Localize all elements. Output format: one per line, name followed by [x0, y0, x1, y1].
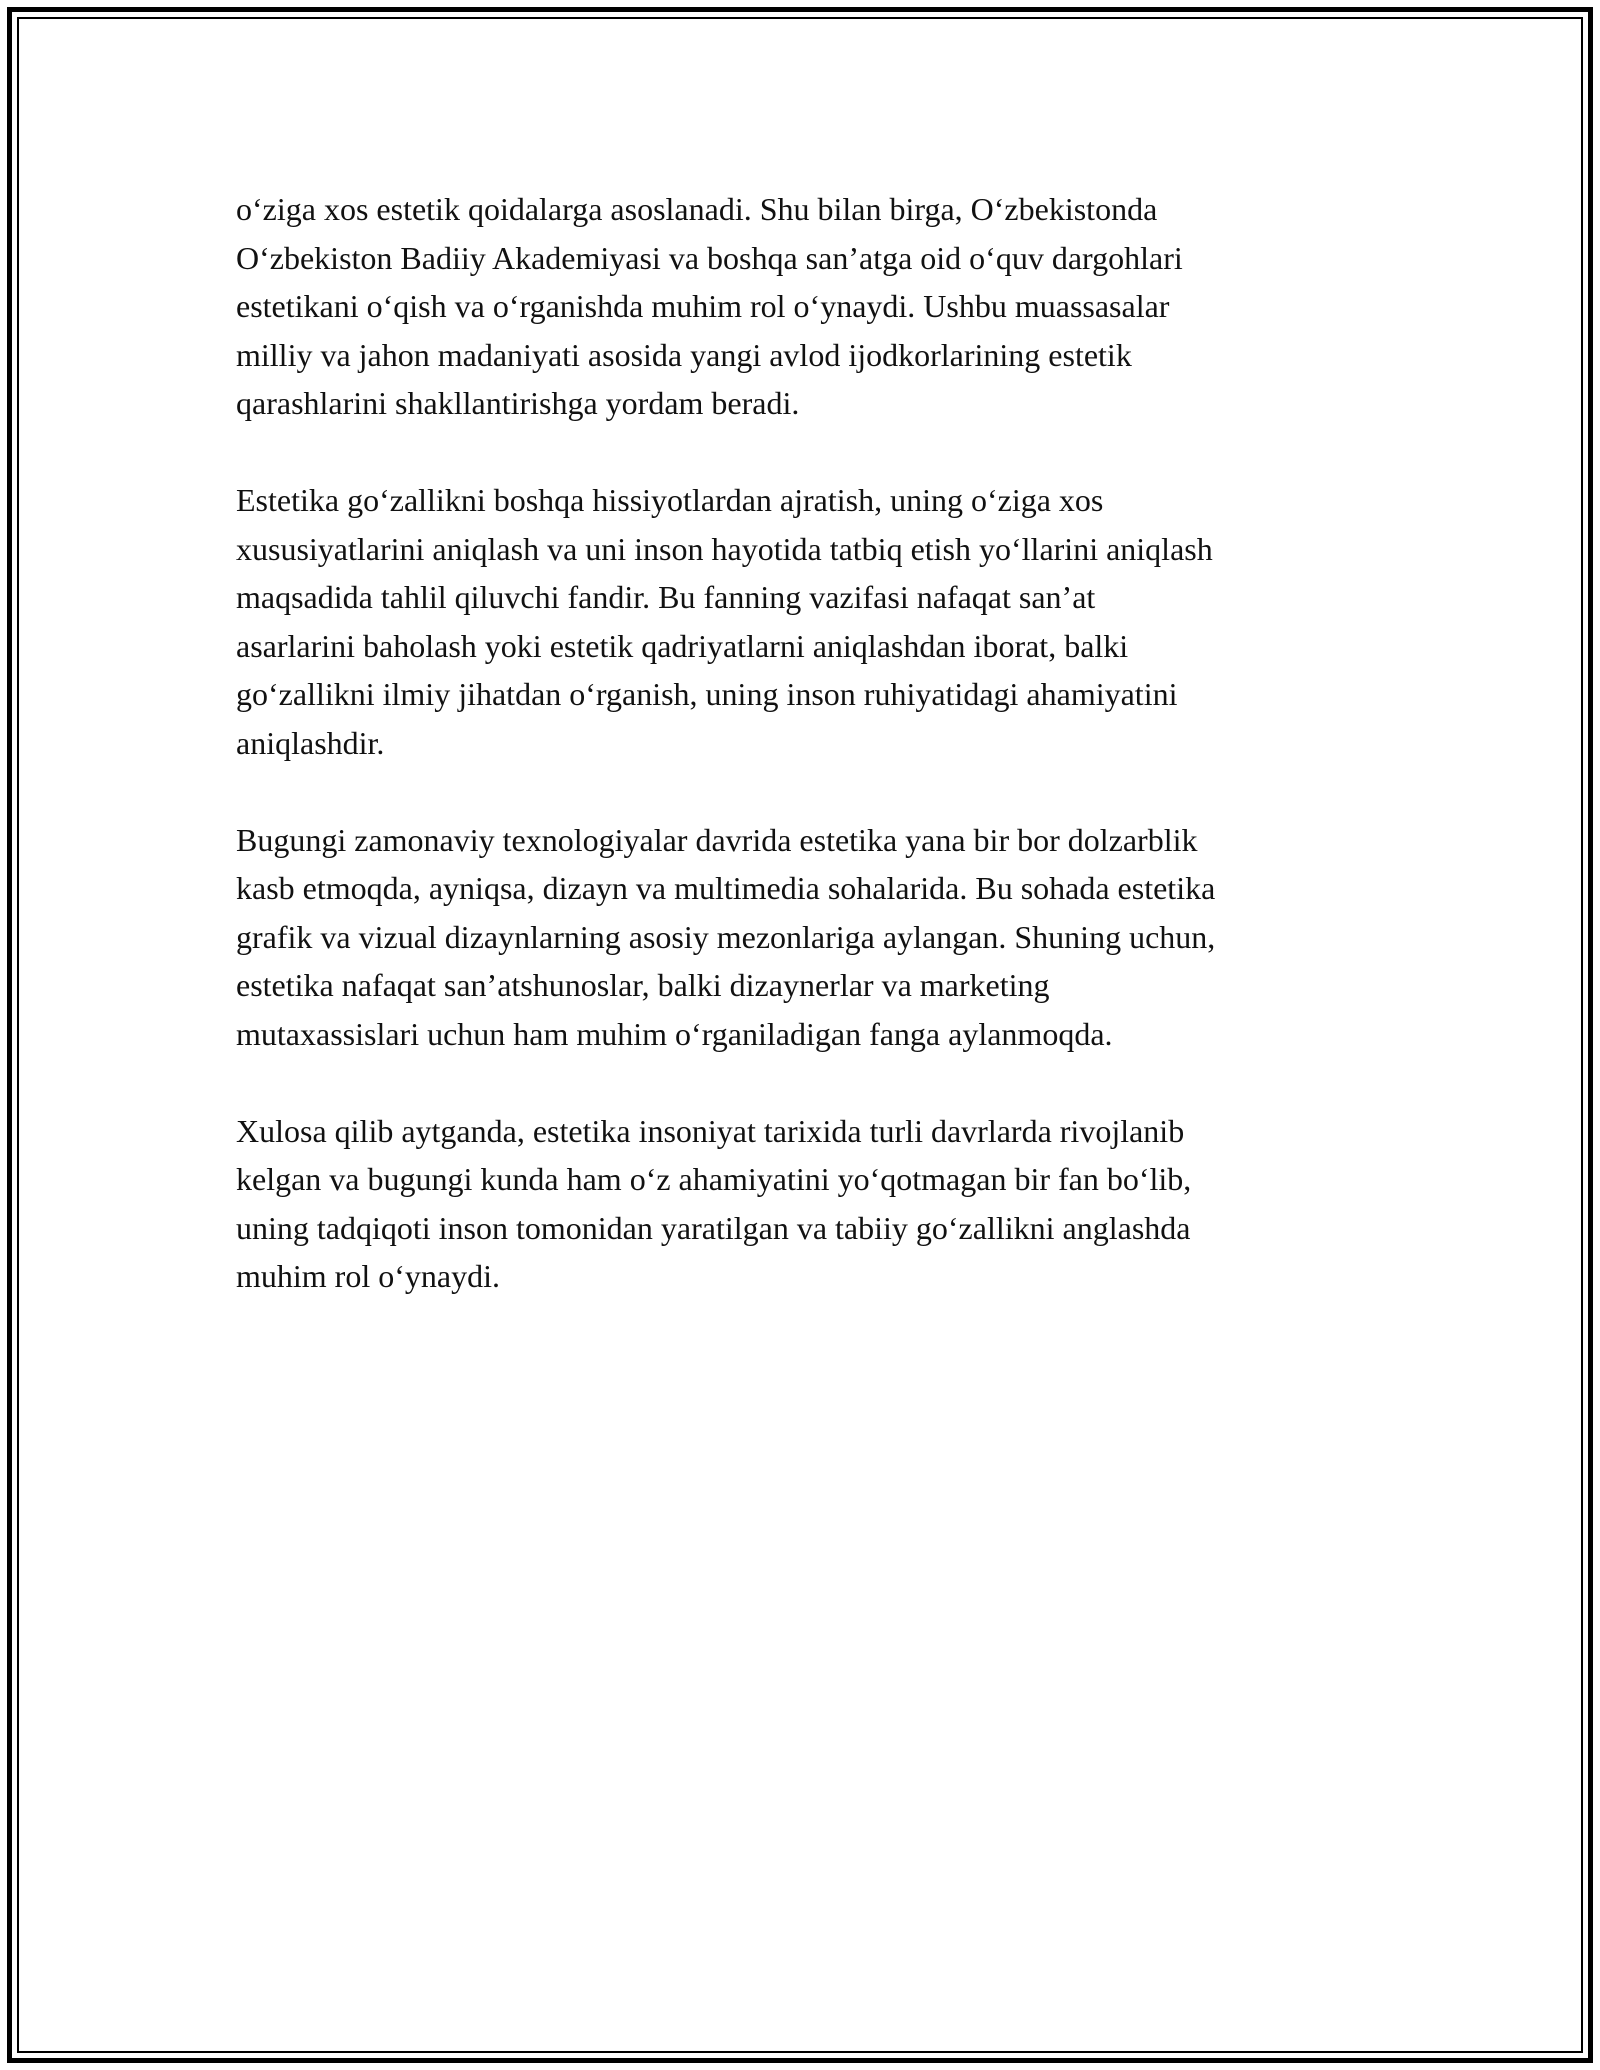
- text-line: o‘ziga xos estetik qoidalarga asoslanadi. Shu bilan birga, O‘zbekistonda: [236, 191, 1158, 227]
- text-line: O‘zbekiston Badiiy Akademiyasi va boshqa san’atga oid o‘quv dargohlari: [236, 239, 1183, 276]
- text-line: xususiyatlarini aniqlash va uni inson hayotida tatbiq etish yo‘llarini aniqlash: [236, 530, 1213, 567]
- text-line: Bugungi zamonaviy texnologiyalar davrida estetika yana bir bor dolzarblik: [236, 821, 1198, 858]
- text-line: Xulosa qilib aytganda, estetika insoniyat tarixida turli davrlarda rivojlanib: [236, 1112, 1185, 1149]
- text-line: grafik va vizual dizaynlarning asosiy mezonlariga aylangan. Shuning uchun,: [236, 918, 1216, 955]
- text-line: uning tadqiqoti inson tomonidan yaratilgan va tabiiy go‘zallikni anglashda: [236, 1209, 1191, 1246]
- document-body: [236, 185, 1366, 1349]
- text-line: qarashlarini shakllantirishga yordam beradi.: [236, 385, 800, 421]
- text-line: estetika nafaqat san’atshunoslar, balki dizaynerlar va marketing: [236, 967, 1050, 1003]
- text-line: mutaxassislari uchun ham muhim o‘rganiladigan fanga aylanmoqda.: [236, 1015, 1113, 1052]
- paragraph-2: [236, 476, 1366, 767]
- text-line: kelgan va bugungi kunda ham o‘z ahamiyatini yo‘qotmagan bir fan bo‘lib,: [236, 1161, 1192, 1197]
- text-line: muhim rol o‘ynaydi.: [236, 1258, 500, 1294]
- paragraph-4: [236, 1107, 1366, 1301]
- text-line: milliy va jahon madaniyati asosida yangi avlod ijodkorlarining estetik: [236, 336, 1132, 373]
- text-line: asarlarini baholash yoki estetik qadriyatlarni aniqlashdan iborat, balki: [236, 627, 1129, 664]
- text-line: go‘zallikni ilmiy jihatdan o‘rganish, uning inson ruhiyatidagi ahamiyatini: [236, 676, 1178, 712]
- paragraph-1: [236, 185, 1366, 428]
- text-line: kasb etmoqda, ayniqsa, dizayn va multimedia sohalarida. Bu sohada estetika: [236, 870, 1216, 906]
- text-line: Estetika go‘zallikni boshqa hissiyotlardan ajratish, uning o‘ziga xos: [236, 482, 1104, 518]
- text-line: maqsadida tahlil qiluvchi fandir. Bu fanning vazifasi nafaqat san’at: [236, 579, 1096, 615]
- text-line: aniqlashdir.: [236, 724, 385, 761]
- paragraph-3: [236, 816, 1366, 1059]
- text-line: estetikani o‘qish va o‘rganishda muhim rol o‘ynaydi. Ushbu muassasalar: [236, 288, 1170, 324]
